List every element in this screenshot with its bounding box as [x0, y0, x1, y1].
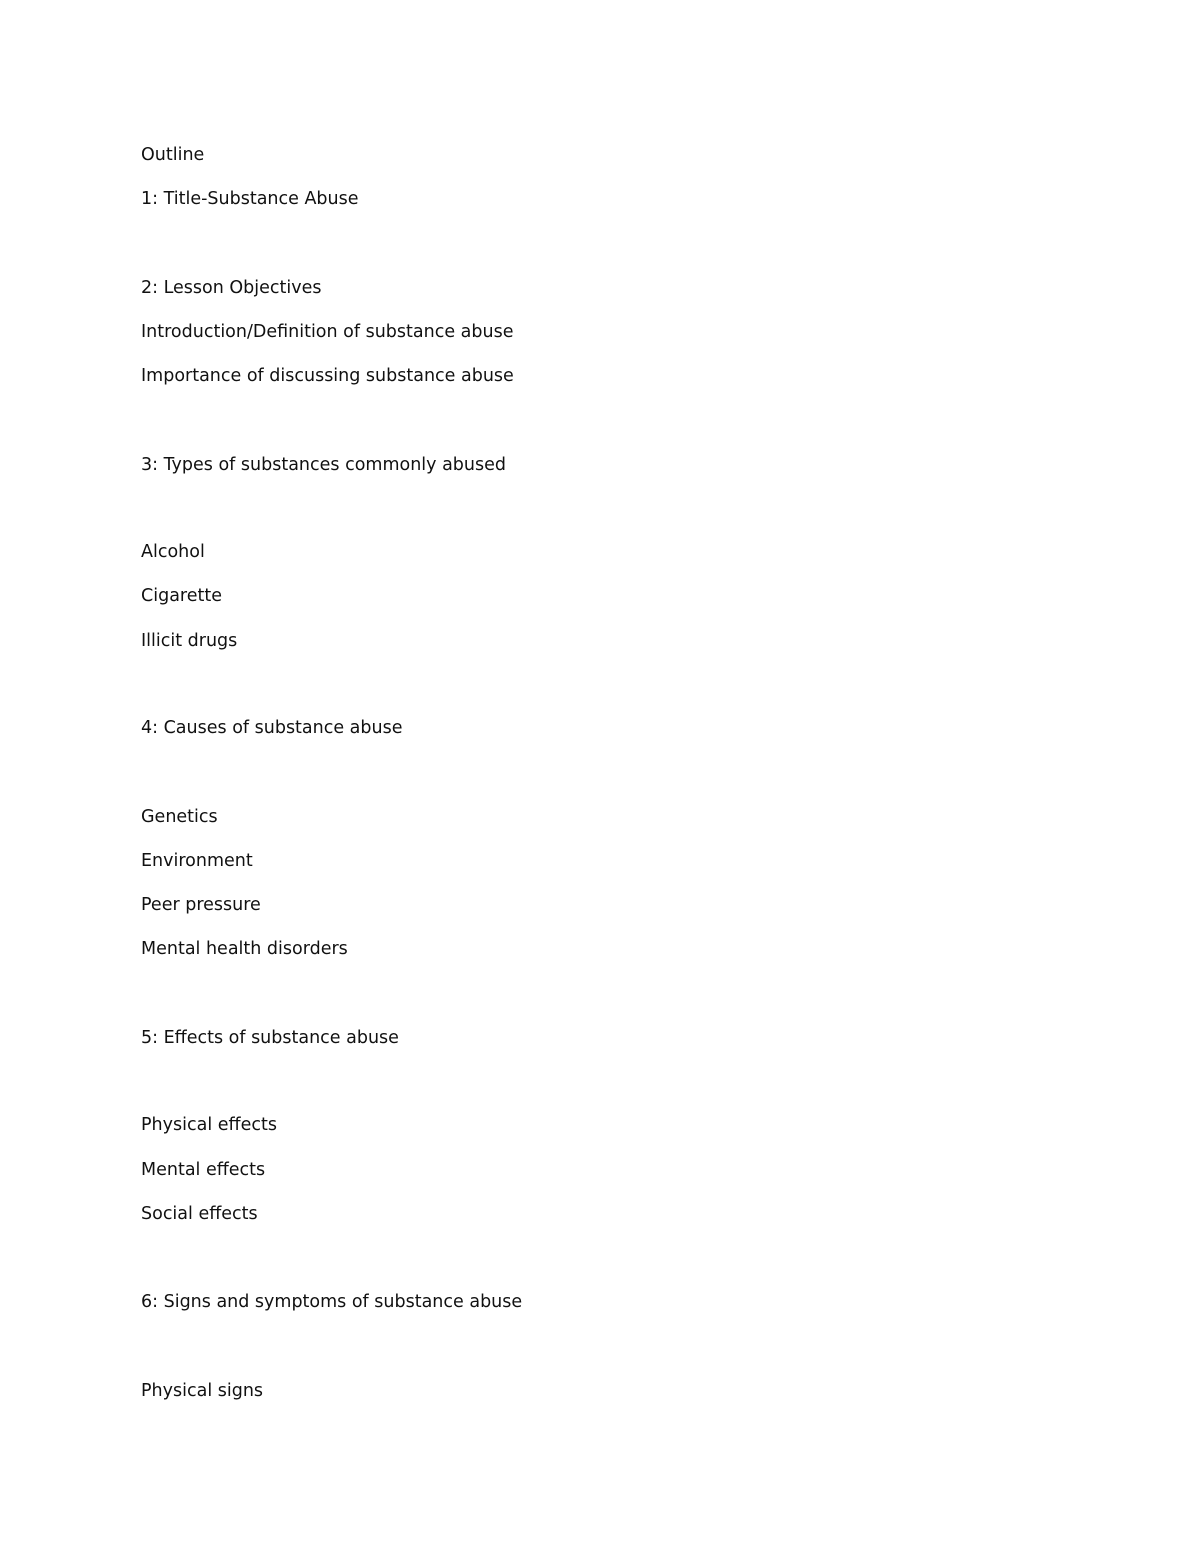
- section-4-item: Peer pressure: [141, 895, 261, 915]
- section-4-item: Mental health disorders: [141, 939, 348, 959]
- section-2-heading: 2: Lesson Objectives: [141, 278, 322, 298]
- section-5-item: Physical effects: [141, 1115, 277, 1135]
- section-2-item: Importance of discussing substance abuse: [141, 366, 514, 386]
- section-5-item: Mental effects: [141, 1160, 266, 1180]
- section-2-item: Introduction/Definition of substance abuse: [141, 322, 514, 342]
- section-1-title: 1: Title-Substance Abuse: [141, 189, 359, 209]
- section-4-item: Environment: [141, 851, 253, 871]
- section-4-heading: 4: Causes of substance abuse: [141, 718, 403, 738]
- outline-heading: Outline: [141, 145, 205, 165]
- section-3-item: Illicit drugs: [141, 631, 238, 651]
- section-3-item: Alcohol: [141, 542, 205, 562]
- section-6-item: Physical signs: [141, 1381, 264, 1401]
- section-3-heading: 3: Types of substances commonly abused: [141, 455, 506, 475]
- section-5-item: Social effects: [141, 1204, 258, 1224]
- section-5-heading: 5: Effects of substance abuse: [141, 1028, 399, 1048]
- section-6-heading: 6: Signs and symptoms of substance abuse: [141, 1292, 523, 1312]
- section-4-item: Genetics: [141, 807, 218, 827]
- section-3-item: Cigarette: [141, 586, 222, 606]
